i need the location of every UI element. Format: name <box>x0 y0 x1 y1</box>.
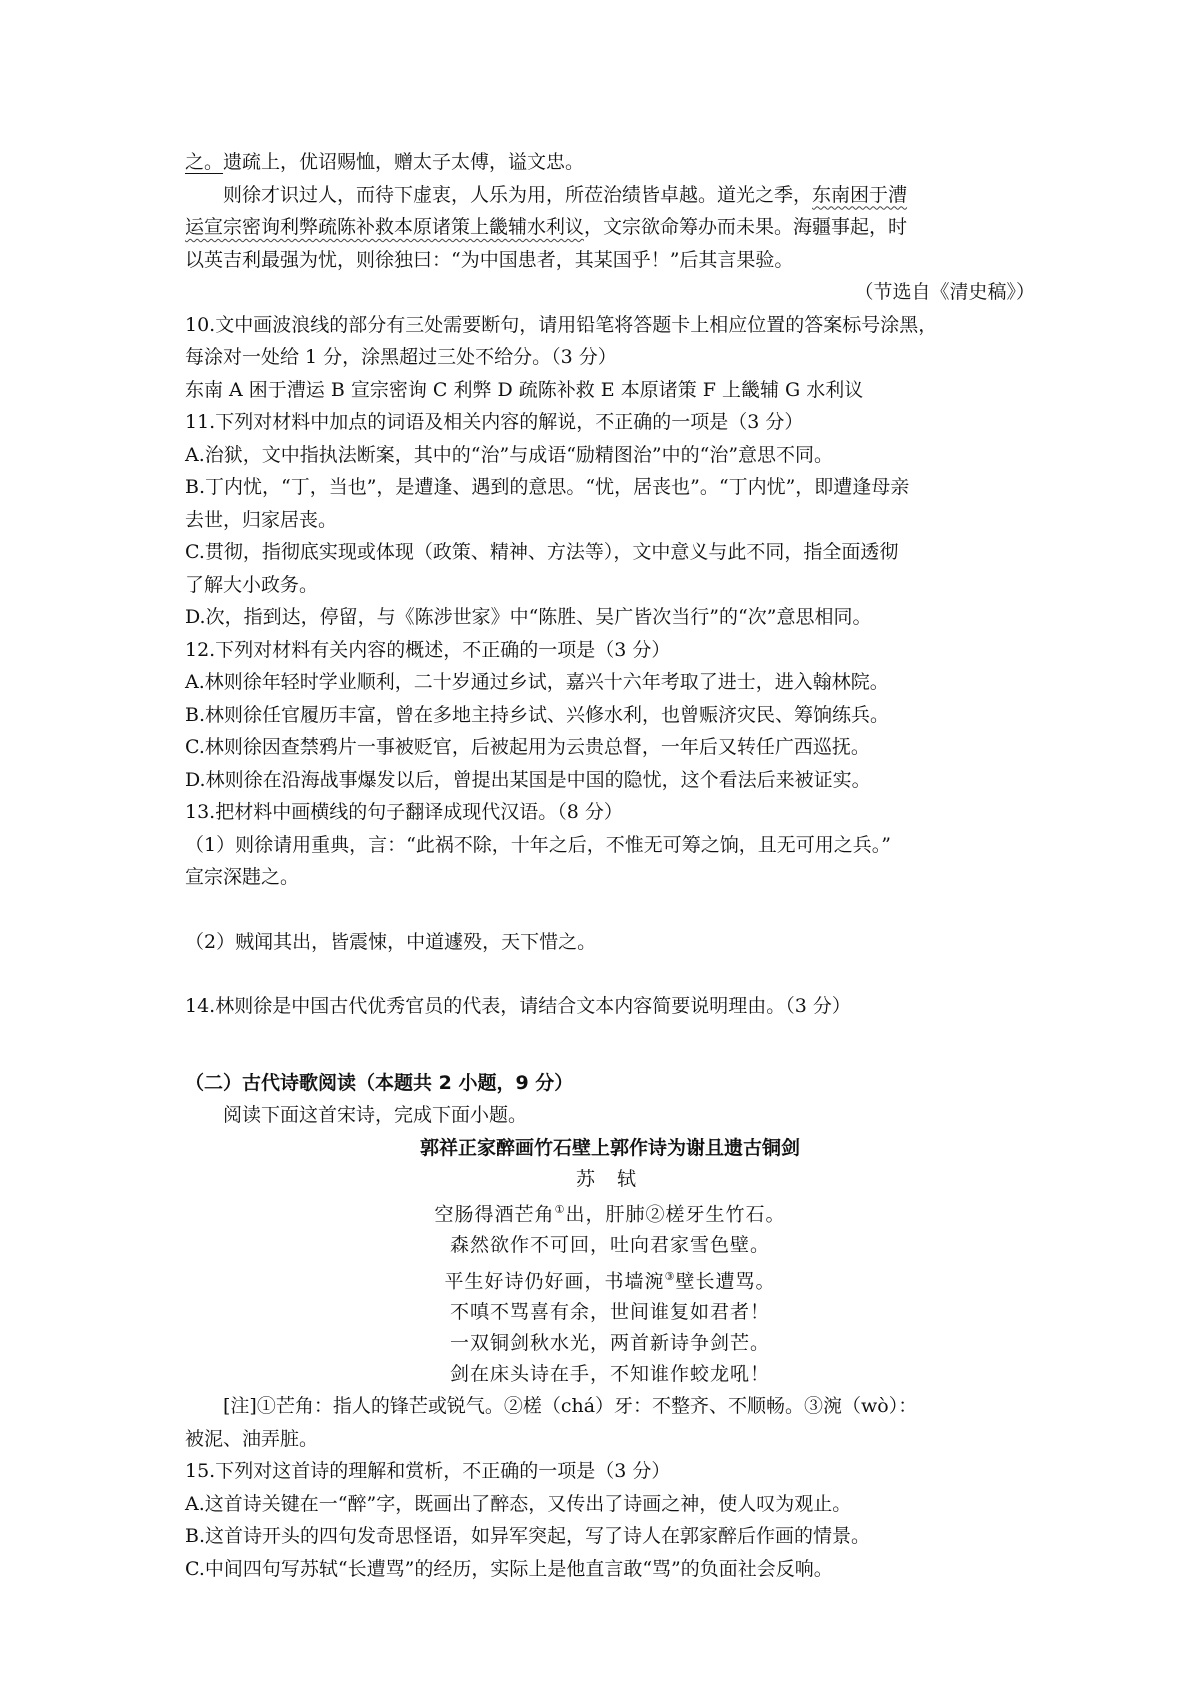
q11-option-a: A.治狱，文中指执法断案，其中的“治”与成语“励精图治”中的“治”意思不同。 <box>185 443 834 466</box>
passage-line-3 <box>185 211 1035 244</box>
passage-text: 遗疏上，优诏赐恤，赠太子太傅，谥文忠。 <box>223 151 585 173</box>
q13-sentence-2: （2）贼闻其出，皆震悚，中道遽殁，天下惜之。 <box>185 930 597 953</box>
q15-stem: 15.下列对这首诗的理解和赏析，不正确的一项是（3 分） <box>185 1460 671 1483</box>
note-marker: ③ <box>664 1269 676 1283</box>
poem-author: 苏 轼 <box>575 1167 645 1190</box>
q12-option-d: D.林则徐在沿海战事爆发以后，曾提出某国是中国的隐忧，这个看法后来被证实。 <box>185 768 871 791</box>
q11-stem: 11.下列对材料中加点的词语及相关内容的解说，不正确的一项是（3 分） <box>185 411 804 433</box>
underlined-text: 之。 <box>185 151 224 173</box>
q13-sentence-1-cont: 宣宗深韪之。 <box>185 866 300 888</box>
answer-space <box>185 958 1035 990</box>
passage-line-2 <box>185 179 1035 212</box>
passage-text: 则徐才识过人，而待下虚衷，人乐为用，所莅治绩皆卓越。道光之季， <box>223 183 813 206</box>
poem-line-1 <box>185 1194 1035 1230</box>
q13-sentence-1: （1）则徐请用重典，言：“此祸不除，十年之后，不惟无可筹之饷，且无可用之兵。” <box>185 833 892 856</box>
q12-stem: 12.下列对材料有关内容的概述，不正确的一项是（3 分） <box>185 638 671 661</box>
q10-line-1: 10.文中画波浪线的部分有三处需要断句，请用铅笔将答题卡上相应位置的答案标号涂黑， <box>185 313 938 336</box>
wavy-underlined-text: 运宣宗密询利弊疏陈补救本原诸策上畿辅水利议 <box>185 216 585 238</box>
q12-option-a: A.林则徐年轻时学业顺利，二十岁通过乡试，嘉兴十六年考取了进士，进入翰林院。 <box>185 671 889 693</box>
note-marker: ① <box>554 1202 566 1216</box>
q13-stem: 13.把材料中画横线的句子翻译成现代汉语。（8 分） <box>185 801 623 823</box>
section-intro: 阅读下面这首宋诗，完成下面小题。 <box>223 1104 528 1126</box>
q15-option-b: B.这首诗开头的四句发奇思怪语，如异军突起，写了诗人在郭家醉后作画的情景。 <box>185 1525 871 1548</box>
poem-text: 平生好诗仍好画，书墙涴 <box>444 1270 665 1293</box>
poem-line-6: 剑在床头诗在手，不知谁作蛟龙吼！ <box>449 1363 770 1386</box>
q15-option-c: C.中间四句写苏轼“长遭骂”的经历，实际上是他直言敢“骂”的负面社会反响。 <box>185 1557 833 1580</box>
wavy-underlined-text: 东南困于漕 <box>812 183 908 206</box>
poem-text: 壁长遭骂。 <box>675 1270 776 1293</box>
passage-line-1 <box>185 146 1035 179</box>
poem-notes-cont: 被泥、油弄脏。 <box>185 1427 319 1450</box>
poem-text: 空肠得酒芒角 <box>434 1202 555 1225</box>
poem-line-3 <box>185 1261 1035 1297</box>
q11-option-b: B.丁内忧，“丁，当也”，是遭逢、遇到的意思。“忧，居丧也”。“丁内忧”，即遭逢母亲 <box>185 476 910 498</box>
poem-title: 郭祥正家醉画竹石壁上郭作诗为谢且遗古铜剑 <box>419 1136 800 1159</box>
q15-option-a: A.这首诗关键在一“醉”字，既画出了醉态，又传出了诗画之神，使人叹为观止。 <box>185 1492 852 1515</box>
answer-space <box>185 894 1035 926</box>
q11-option-c-cont: 了解大小政务。 <box>185 573 319 596</box>
q11-option-c: C.贯彻，指彻底实现或体现（政策、精神、方法等），文中意义与此不同，指全面透彻 <box>185 541 899 563</box>
poem-line-4: 不嗔不骂喜有余，世间谁复如君者！ <box>449 1301 770 1324</box>
poem-line-5: 一双铜剑秋水光，两首新诗争剑芒。 <box>449 1332 770 1355</box>
poem-notes: [注]①芒角：指人的锋芒或锐气。②槎（chá）牙：不整齐、不顺畅。③涴（wò）： <box>223 1395 918 1418</box>
answer-space <box>185 1023 1035 1053</box>
section-heading: （二）古代诗歌阅读（本题共 2 小题，9 分） <box>185 1071 574 1094</box>
page-content <box>185 146 1035 1585</box>
passage-text: ，文宗欲命筹办而未果。海疆事起，时 <box>584 216 908 238</box>
passage-source: （节选自《清史稿》） <box>854 281 1035 303</box>
q11-option-d: D.次，指到达，停留，与《陈涉世家》中“陈胜、吴广皆次当行”的“次”意思相同。 <box>185 606 872 628</box>
q12-option-b: B.林则徐任官履历丰富，曾在多地主持乡试、兴修水利，也曾赈济灾民、筹饷练兵。 <box>185 703 890 726</box>
q11-option-b-cont: 去世，归家居丧。 <box>185 508 338 531</box>
q12-option-c: C.林则徐因查禁鸦片一事被贬官，后被起用为云贵总督，一年后又转任广西巡抚。 <box>185 736 870 758</box>
q14-stem: 14.林则徐是中国古代优秀官员的代表，请结合文本内容简要说明理由。（3 分） <box>185 995 851 1017</box>
passage-line-4: 以英吉利最强为忧，则徐独曰：“为中国患者，其某国乎！”后其言果验。 <box>185 248 794 271</box>
q10-options: 东南 A 困于漕运 B 宣宗密询 C 利弊 D 疏陈补救 E 本原诸策 F 上畿辅 G 水利议 <box>185 378 864 401</box>
poem-line-2: 森然欲作不可回，吐向君家雪色壁。 <box>449 1233 770 1256</box>
q10-line-2: 每涂对一处给 1 分，涂黑超过三处不给分。（3 分） <box>185 346 617 368</box>
poem-text: 出，肝肺②槎牙生竹石。 <box>565 1202 786 1225</box>
